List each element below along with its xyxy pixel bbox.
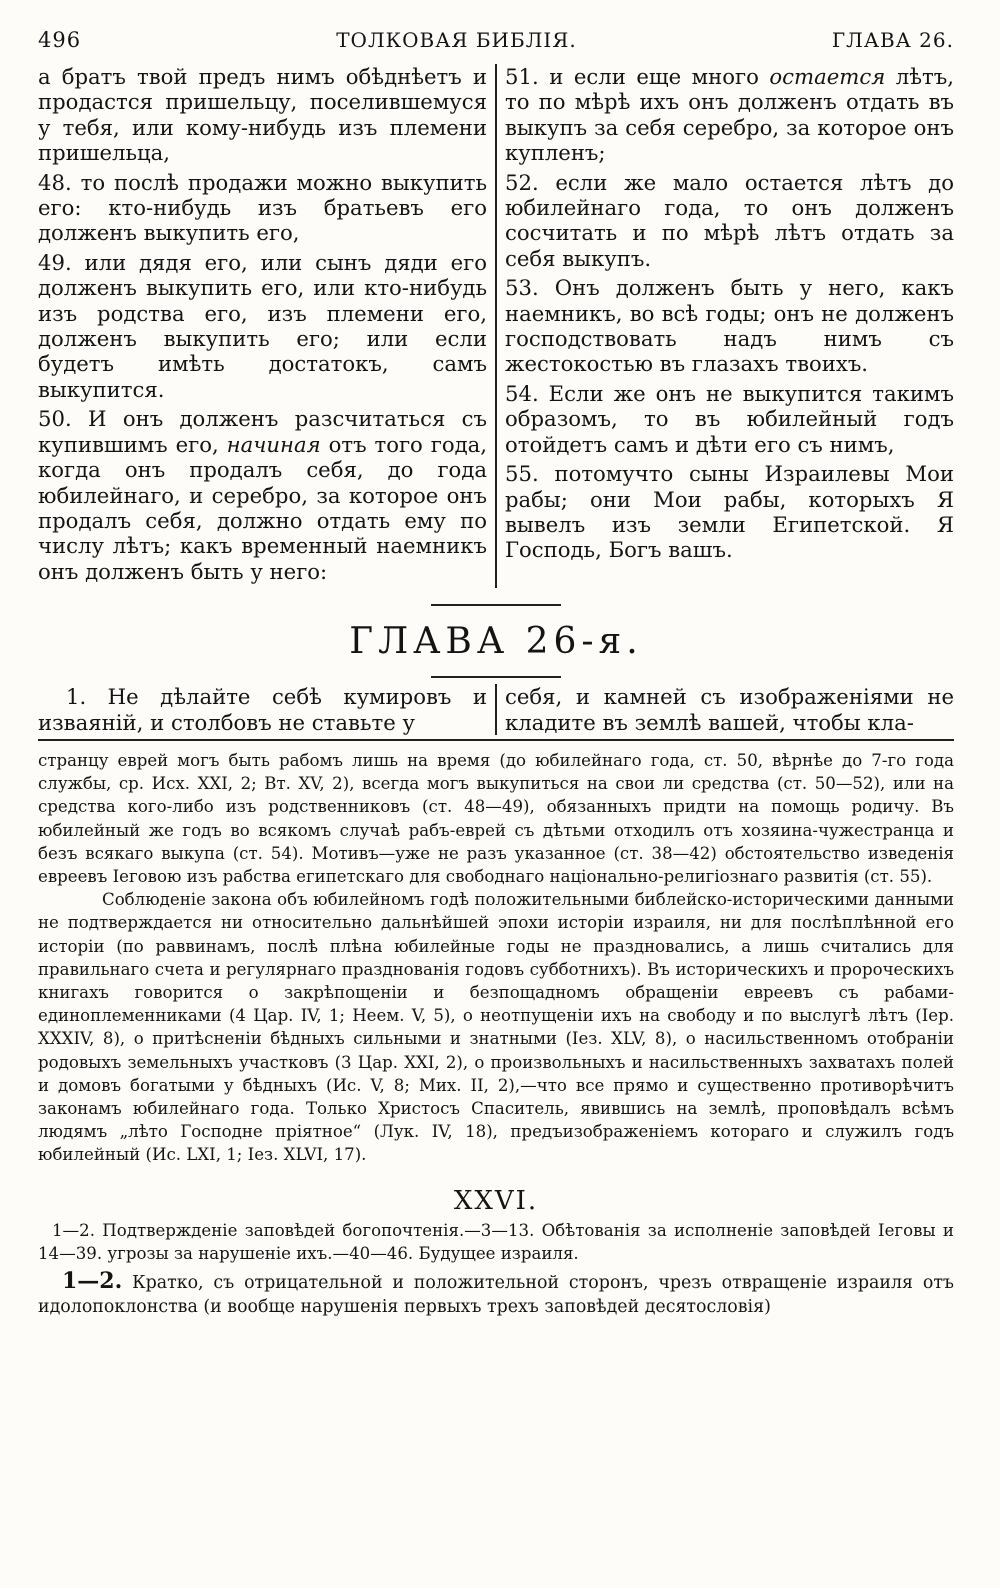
verse-50-italic: начиная <box>226 431 321 457</box>
commentary-text: Кратко, съ отрицательной и положительной сторонъ, чрезъ отвращеніе израиля отъ идолопоклонства (и вообще нарушенія первыхъ трехъ заповѣдей десятословія) <box>38 1272 954 1317</box>
verse-48: 48. то послѣ продажи можно выкупить его: кто-нибудь изъ братьевъ его долженъ выкупить его, <box>38 169 487 246</box>
page-header <box>38 28 954 64</box>
verse-51 <box>505 64 954 166</box>
commentary-verse-ref: 1—2. <box>62 1267 123 1294</box>
heading-rule-bottom <box>431 676 561 678</box>
chapter26-columns <box>38 684 954 735</box>
chapter26-verse-1: 1. Не дѣлайте себѣ кумировъ и изваяній, и столбовъ не ставьте у <box>38 684 487 735</box>
verse-54: 54. Если же онъ не выкупится такимъ образомъ, то въ юбилейный годъ отойдетъ самъ и дѣти его съ нимъ, <box>504 380 954 457</box>
note-paragraph-1: странцу еврей могъ быть рабомъ лишь на время (до юбилейнаго года, ст. 50, вѣрнѣе до 7-го года службы, ср. Исх. XXI, 2; Вт. XV, 2), всегда могъ выкупиться на свои ли средства (ст. 50—52), или на средства кого-либо изъ родственниковъ (ст. 48—49), обязанныхъ придти на помощь родичу. Въ юбилейный же годъ во всякомъ случаѣ рабъ-еврей съ дѣтьми отходилъ отъ хозяина-чужестранца и безъ всякаго выкупа (ст. 54). Мотивъ—уже не разъ указанное (ст. 38—42) обстоятельство изведенія евреевъ Іеговою изъ рабства египетскаго для свободнаго національно-религіознаго развитія (ст. 55). <box>38 750 954 886</box>
verse-50 <box>38 406 487 584</box>
verse-49: 49. или дядя его, или сынъ дяди его долженъ выкупить его, или кто-нибудь изъ родства его, изъ племени его, долженъ выкупить его; или если будетъ имѣть достатокъ, самъ выкупится. <box>38 249 487 402</box>
chapter-heading: ГЛАВА 26-я. <box>349 621 643 663</box>
chapter26-right <box>497 684 954 735</box>
verse-50-part-1: 50. И онъ долженъ разсчитаться съ купившимъ его, <box>38 406 487 457</box>
heading-rule-top <box>431 604 561 606</box>
verse-commentary <box>38 1269 954 1319</box>
verse-52: 52. если же мало остается лѣтъ до юбилейнаго года, то онъ долженъ сосчитать и по мѣрѣ лѣтъ отдать за себя выкупъ. <box>504 169 954 271</box>
verse-53: 53. Онъ долженъ быть у него, какъ наемникъ, во всѣ годы; онъ не долженъ господствовать надъ нимъ съ жестокостью въ глазахъ твоихъ. <box>504 275 954 377</box>
chapter26-left <box>38 684 495 735</box>
commentary-paragraph <box>38 1269 954 1319</box>
commentary-notes <box>38 749 954 1167</box>
section-numeral: XXVI. <box>453 1185 539 1216</box>
note-paragraph-2: Соблюденіе закона объ юбилейномъ годѣ положительными библейско-историческими данными не подтверждается ни относительно дальнѣйшей эпохи исторіи израиля, ни для послѣплѣнной его исторіи (по раввинамъ, послѣ плѣна юбилейные годы не праздновались, а лишь считались для правильнаго счета и регулярнаго празднованія годовъ субботнихъ). Въ историческихъ и пророческихъ книгахъ говорится о закрѣпощеніи и безпощадномъ обращеніи евреевъ съ рабами-единоплеменниками (4 Цар. IV, 1; Неем. V, 5), о неотпущеніи ихъ на свободу и по выслугѣ лѣтъ (Іер. XXXIV, 8), о притѣсненіи бѣдныхъ сильными и знатными (Іез. XLV, 8), о насильственномъ отобраніи родовыхъ земельныхъ участковъ (3 Цар. XXI, 2), о произвольныхъ и насильственныхъ захватахъ полей и домовъ богатыми у бѣдныхъ (Ис. V, 8; Мих. II, 2),—что все прямо и существенно противорѣчитъ законамъ юбилейнаго года. Только Христосъ Спаситель, явившись на землѣ, проповѣдалъ всѣмъ людямъ „лѣто Господне пріятное“ (Лук. IV, 18), предъизображеніемъ котораго и служилъ годъ юбилейный (Ис. LXI, 1; Іез. XLVI, 17). <box>38 890 954 1165</box>
left-column <box>38 64 495 588</box>
scripture-columns <box>38 64 954 588</box>
footnote-separator <box>38 739 954 741</box>
running-title: ТОЛКОВАЯ БИБЛІЯ. <box>336 28 577 52</box>
verse-51-part-2: лѣтъ, то по мѣрѣ ихъ онъ долженъ отдать въ выкупъ за себя серебро, за которое онъ купленъ; <box>504 64 954 166</box>
chapter26-verse-1-cont: себя, и камней съ изображеніями не кладите въ землѣ вашей, чтобы кла- <box>504 684 954 735</box>
book-page <box>38 28 954 1319</box>
verse-51-part-1: 51. и если еще много <box>504 64 759 89</box>
chapter-summary <box>38 1219 954 1265</box>
verse-55: 55. потомучто сыны Израилевы Мои рабы; они Мои рабы, которыхъ Я вывелъ изъ земли Египетской. Я Господь, Богъ вашъ. <box>504 461 954 563</box>
right-column <box>497 64 954 588</box>
verse-51-italic: остается <box>769 64 886 89</box>
page-number: 496 <box>38 28 82 52</box>
chapter-reference: ГЛАВА 26. <box>831 28 954 52</box>
summary-text: 1—2. Подтвержденіе заповѣдей богопочтенія.—3—13. Обѣтованія за исполненіе заповѣдей Іеговы и 14—39. угрозы за нарушеніе ихъ.—40—46. Будущее израиля. <box>38 1220 954 1263</box>
verse-50-part-2: отъ того года, когда онъ продалъ себя, до года юбилейнаго, и серебро, за которое онъ продалъ себя, должно отдать ему по числу лѣтъ; какъ временный наемникъ онъ долженъ быть у него: <box>38 431 487 584</box>
verse-47-continuation: а братъ твой предъ нимъ обѣднѣетъ и продастся пришельцу, поселившемуся у тебя, или кому-нибудь изъ племени пришельца, <box>38 64 487 166</box>
